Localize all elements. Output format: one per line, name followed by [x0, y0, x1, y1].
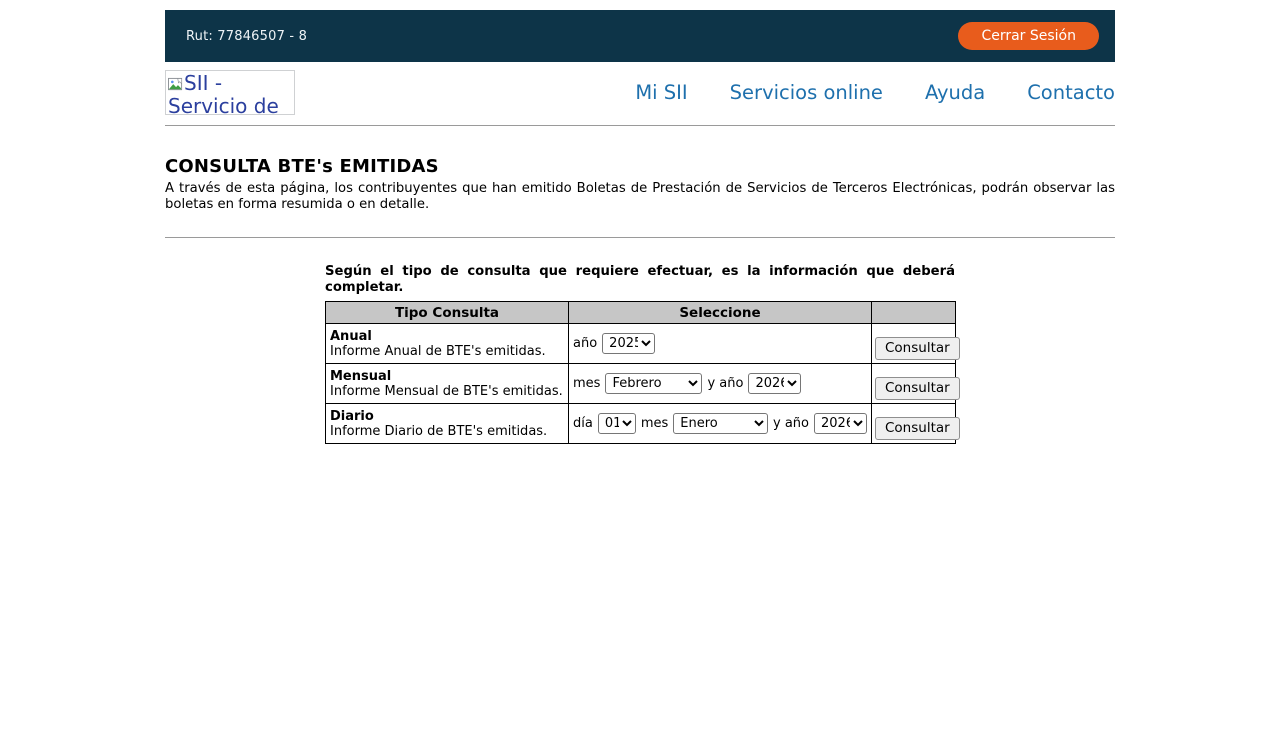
divider: [165, 237, 1115, 238]
nav-link-mi-sii[interactable]: Mi SII: [635, 81, 688, 104]
tipo-label: Mensual: [330, 368, 392, 384]
month-label: mes: [573, 376, 601, 391]
seleccione-cell-mensual: [569, 364, 872, 404]
year-label: año: [573, 336, 598, 351]
consulta-section: [325, 264, 955, 444]
year-select-mensual[interactable]: [748, 373, 801, 394]
year-label: y año: [707, 376, 744, 391]
seleccione-cell-anual: [569, 324, 872, 364]
tipo-subtitle: Informe Diario de BTE's emitidas.: [330, 423, 548, 439]
column-header-empty: [872, 302, 956, 324]
tipo-cell-anual: [326, 324, 569, 364]
nav-link-servicios-online[interactable]: Servicios online: [729, 81, 883, 104]
tipo-cell-diario: [326, 404, 569, 444]
day-select-diario[interactable]: [598, 413, 636, 434]
month-select-diario[interactable]: [673, 413, 768, 434]
tipo-subtitle: Informe Mensual de BTE's emitidas.: [330, 383, 563, 399]
seleccione-cell-diario: [569, 404, 872, 444]
column-header-seleccione: Seleccione: [569, 302, 872, 324]
tipo-label: Diario: [330, 408, 374, 424]
table-row-mensual: [326, 364, 956, 404]
consultar-button-anual[interactable]: Consultar: [875, 337, 960, 360]
action-cell-diario: [872, 404, 956, 444]
year-label: y año: [773, 416, 809, 431]
logout-button[interactable]: Cerrar Sesión: [958, 22, 1099, 50]
month-select-mensual[interactable]: [605, 373, 702, 394]
column-header-tipo-consulta: Tipo Consulta: [326, 302, 569, 324]
year-select-diario[interactable]: [814, 413, 867, 434]
page-container: [165, 10, 1115, 444]
tipo-subtitle: Informe Anual de BTE's emitidas.: [330, 343, 546, 359]
main-nav: [635, 81, 1115, 104]
table-row-diario: [326, 404, 956, 444]
nav-link-contacto[interactable]: Contacto: [1027, 81, 1115, 104]
page-title: CONSULTA BTE's EMITIDAS: [165, 156, 439, 177]
action-cell-anual: [872, 324, 956, 364]
topbar: [165, 10, 1115, 62]
day-label: día: [573, 416, 593, 431]
nav-link-ayuda[interactable]: Ayuda: [924, 81, 986, 104]
tipo-cell-mensual: [326, 364, 569, 404]
year-select-anual[interactable]: [602, 333, 655, 354]
page-description: A través de esta página, los contribuyentes que han emitido Boletas de Prestación de Servicios de Terceros Electrónicas, podrán observar las boletas en forma resumida o en detalle.: [165, 181, 1115, 212]
tipo-label: Anual: [330, 328, 372, 344]
consulta-table: [325, 301, 956, 444]
table-header-row: [326, 302, 956, 324]
sii-logo-link[interactable]: [165, 70, 295, 115]
broken-image-icon: [168, 71, 184, 95]
logo-alt-text: SII - Servicio de: [168, 71, 279, 115]
month-label: mes: [640, 416, 669, 431]
instruction-text: Según el tipo de consulta que requiere efectuar, es la información que deberá completar.: [325, 264, 955, 295]
rut-text: Rut: 77846507 - 8: [186, 28, 308, 44]
consultar-button-mensual[interactable]: Consultar: [875, 377, 960, 400]
site-header: [165, 62, 1115, 126]
action-cell-mensual: [872, 364, 956, 404]
consultar-button-diario[interactable]: Consultar: [875, 417, 960, 440]
table-row-anual: [326, 324, 956, 364]
